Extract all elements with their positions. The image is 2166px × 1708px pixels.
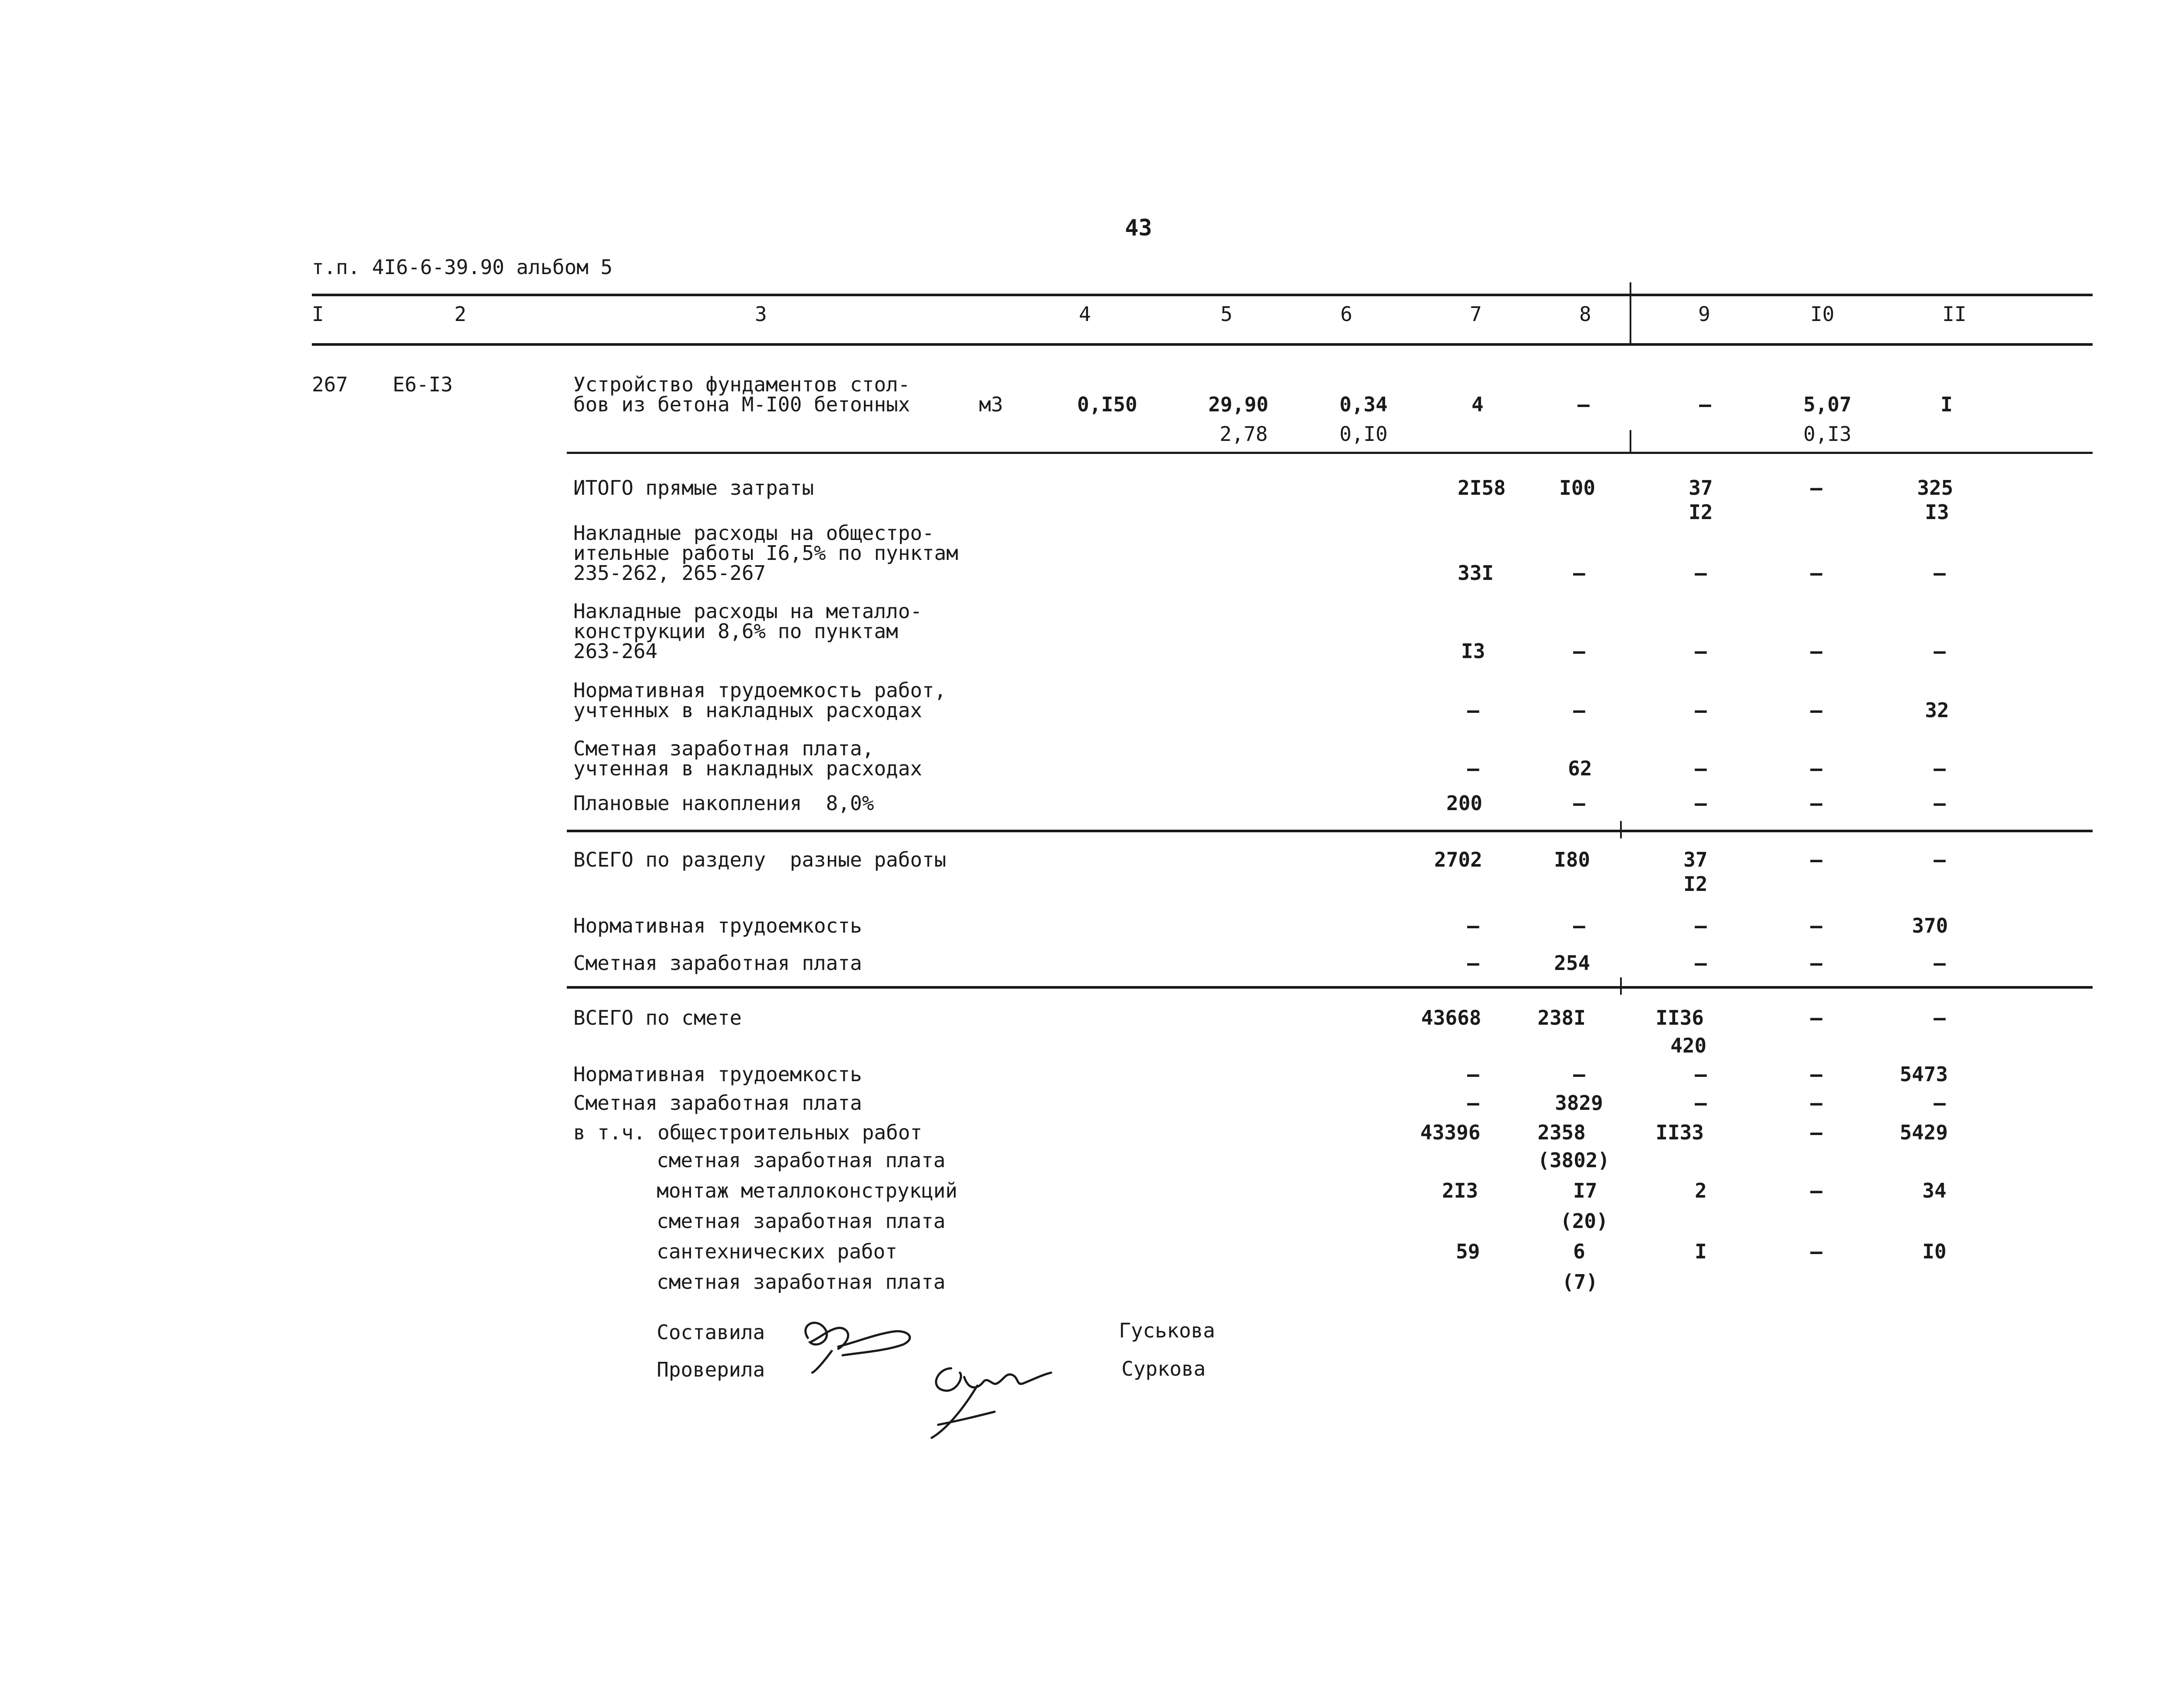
item-bottom-rule (567, 452, 2093, 454)
estimate-row-c7: 59 (1456, 1240, 1480, 1263)
summary-c8: – (1573, 698, 1585, 722)
item-col8: – (1577, 393, 1590, 416)
item-description-line1: Устройство фундаментов стол- (573, 373, 910, 396)
summary-label: Накладные расходы на металло- (573, 599, 923, 623)
summary-c7: 200 (1446, 791, 1483, 815)
section-total-c11: – (1934, 848, 1946, 871)
item-code: Е6-I3 (393, 373, 453, 396)
checked-label: Проверила (657, 1358, 765, 1381)
estimate-total-label: ВСЕГО по смете (573, 1006, 742, 1029)
handwritten-signature-1 (790, 1307, 929, 1377)
summary-c10: – (1810, 698, 1822, 722)
summary-c11: – (1934, 791, 1946, 815)
summary-c9: – (1695, 639, 1707, 663)
col-header-9: 9 (1698, 302, 1710, 326)
table-top-rule (312, 294, 2093, 296)
summary-c11: 32 (1925, 698, 1949, 722)
estimate-row-c9: II33 (1656, 1121, 1704, 1144)
estimate-row-c9: I (1695, 1240, 1707, 1263)
estimate-total-c11: – (1934, 1006, 1946, 1029)
summary-c8: – (1573, 791, 1585, 815)
item-col6-b: 0,I0 (1339, 422, 1388, 446)
summary-label: Плановые накопления 8,0% (573, 791, 874, 815)
estimate-row-c11: I0 (1922, 1240, 1947, 1263)
item-description-line2: бов из бетона М-I00 бетонных (573, 393, 910, 416)
estimate-row-c8: (7) (1562, 1270, 1598, 1294)
summary-c9: 37 (1689, 476, 1713, 500)
summary-c10: – (1810, 639, 1822, 663)
item-col10-a: 5,07 (1803, 393, 1852, 416)
estimate-row-c8: (3802) (1538, 1149, 1610, 1172)
estimate-row-c8: I7 (1573, 1179, 1597, 1202)
summary-c8: I00 (1559, 476, 1596, 500)
summary-c9: – (1695, 698, 1707, 722)
summary-c11b: I3 (1925, 500, 1949, 524)
item-col6-a: 0,34 (1339, 393, 1388, 416)
item-col5-b: 2,78 (1220, 422, 1268, 446)
estimate-row-c9: – (1695, 1091, 1707, 1115)
summary-label: учтенная в накладных расходах (573, 757, 923, 780)
summary-label: Нормативная трудоемкость работ, (573, 679, 946, 702)
summary-c7: 33I (1458, 561, 1494, 585)
estimate-row-c10: – (1810, 1121, 1822, 1144)
col-header-10: I0 (1810, 302, 1835, 326)
summary-c10: – (1810, 476, 1822, 500)
estimate-row-label: в т.ч. общестроительных работ (573, 1121, 923, 1144)
section-total-c9: 37 (1683, 848, 1708, 871)
document-reference: т.п. 4I6-6-39.90 альбом 5 (312, 255, 613, 279)
section-row-label: Сметная заработная плата (573, 951, 862, 975)
summary-label: Накладные расходы на общестро- (573, 521, 934, 545)
item-divider (1630, 430, 1631, 454)
col-header-2: 2 (454, 302, 466, 326)
col-header-11: II (1942, 302, 1967, 326)
estimate-row-c7: – (1467, 1091, 1479, 1115)
summary-label: 263-264 (573, 639, 658, 663)
summary-c9: – (1695, 791, 1707, 815)
header-divider (1630, 282, 1631, 346)
item-unit: м3 (979, 393, 1003, 416)
item-col7: 4 (1472, 393, 1484, 416)
estimate-row-label: монтаж металлоконструкций (657, 1179, 958, 1202)
estimate-row-c7: – (1467, 1063, 1479, 1086)
col-header-3: 3 (755, 302, 767, 326)
summary-c8: 62 (1568, 757, 1592, 780)
estimate-total-c10: – (1810, 1006, 1822, 1029)
col-header-7: 7 (1470, 302, 1482, 326)
composed-label: Составила (657, 1321, 765, 1344)
summary-label: Сметная заработная плата, (573, 737, 874, 760)
item-col9: – (1699, 393, 1711, 416)
section-total-c9b: I2 (1683, 872, 1708, 896)
summary-label: конструкции 8,6% по пунктам (573, 619, 898, 643)
section-row-c7: – (1467, 914, 1479, 937)
checked-name: Суркова (1121, 1357, 1206, 1380)
estimate-row-label: сметная заработная плата (657, 1149, 946, 1172)
col-header-5: 5 (1220, 302, 1233, 326)
estimate-total-c9: II36 (1656, 1006, 1704, 1029)
summary-c9: – (1695, 561, 1707, 585)
estimate-row-label: сметная заработная плата (657, 1270, 946, 1294)
summary-c11: 325 (1917, 476, 1954, 500)
summary-c7: – (1467, 757, 1479, 780)
summary-c7: 2I58 (1458, 476, 1506, 500)
estimate-row-c7: 2I3 (1442, 1179, 1478, 1202)
item-quantity: 0,I50 (1077, 393, 1138, 416)
section-row-c10: – (1810, 951, 1822, 975)
estimate-total-c8: 238I (1538, 1006, 1586, 1029)
section-tick (1620, 821, 1622, 838)
col-header-8: 8 (1579, 302, 1591, 326)
estimate-total-c9b: 420 (1670, 1034, 1707, 1057)
summary-c8: – (1573, 561, 1585, 585)
summary-c10: – (1810, 791, 1822, 815)
composed-name: Гуськова (1119, 1319, 1215, 1342)
section-rule (567, 830, 2093, 832)
summary-label: учтенных в накладных расходах (573, 698, 923, 722)
section-row-c11: 370 (1912, 914, 1948, 937)
summary-label: ИТОГО прямые затраты (573, 476, 814, 500)
estimate-row-c8: 6 (1573, 1240, 1585, 1263)
page-number: 43 (1125, 215, 1152, 241)
estimate-row-c8: 3829 (1555, 1091, 1603, 1115)
header-bottom-rule (312, 343, 2093, 346)
estimate-row-label: сантехнических работ (657, 1240, 897, 1263)
estimate-row-c8: – (1573, 1063, 1585, 1086)
item-col5-a: 29,90 (1208, 393, 1269, 416)
estimate-row-c7: 43396 (1420, 1121, 1481, 1144)
section-total-label: ВСЕГО по разделу разные работы (573, 848, 946, 871)
estimate-tick (1620, 977, 1622, 995)
estimate-rule (567, 986, 2093, 989)
section-total-c8: I80 (1554, 848, 1591, 871)
item-col11: I (1941, 393, 1953, 416)
estimate-row-c9: 2 (1695, 1179, 1707, 1202)
col-header-1: I (312, 302, 324, 326)
estimate-row-label: Сметная заработная плата (573, 1091, 862, 1115)
summary-c7: I3 (1461, 639, 1485, 663)
estimate-row-label: Нормативная трудоемкость (573, 1063, 862, 1086)
handwritten-signature-2 (912, 1351, 1068, 1447)
estimate-row-c10: – (1810, 1240, 1822, 1263)
summary-c7: – (1467, 698, 1479, 722)
item-number: 267 (312, 373, 348, 396)
estimate-row-c9: – (1695, 1063, 1707, 1086)
section-row-c9: – (1695, 914, 1707, 937)
summary-c11: – (1934, 757, 1946, 780)
estimate-row-c10: – (1810, 1091, 1822, 1115)
section-total-c7: 2702 (1434, 848, 1482, 871)
section-row-c9: – (1695, 951, 1707, 975)
summary-label: ительные работы I6,5% по пунктам (573, 541, 959, 565)
estimate-row-c8: (20) (1560, 1209, 1608, 1233)
estimate-row-c10: – (1810, 1063, 1822, 1086)
section-row-c7: – (1467, 951, 1479, 975)
estimate-row-c11: 5429 (1900, 1121, 1948, 1144)
estimate-total-c7: 43668 (1421, 1006, 1481, 1029)
summary-c11: – (1934, 639, 1946, 663)
estimate-row-c11: – (1934, 1091, 1946, 1115)
summary-c9b: I2 (1689, 500, 1713, 524)
section-row-label: Нормативная трудоемкость (573, 914, 862, 937)
summary-c8: – (1573, 639, 1585, 663)
item-col10-b: 0,I3 (1803, 422, 1852, 446)
section-row-c8: 254 (1554, 951, 1591, 975)
section-row-c8: – (1573, 914, 1585, 937)
summary-c10: – (1810, 757, 1822, 780)
estimate-row-c11: 34 (1922, 1179, 1947, 1202)
summary-c10: – (1810, 561, 1822, 585)
summary-c11: – (1934, 561, 1946, 585)
estimate-row-c11: 5473 (1900, 1063, 1948, 1086)
section-total-c10: – (1810, 848, 1822, 871)
summary-label: 235-262, 265-267 (573, 561, 766, 585)
section-row-c10: – (1810, 914, 1822, 937)
col-header-4: 4 (1079, 302, 1091, 326)
summary-c9: – (1695, 757, 1707, 780)
estimate-row-label: сметная заработная плата (657, 1209, 946, 1233)
col-header-6: 6 (1340, 302, 1353, 326)
section-row-c11: – (1934, 951, 1946, 975)
estimate-row-c8: 2358 (1538, 1121, 1586, 1144)
estimate-row-c10: – (1810, 1179, 1822, 1202)
